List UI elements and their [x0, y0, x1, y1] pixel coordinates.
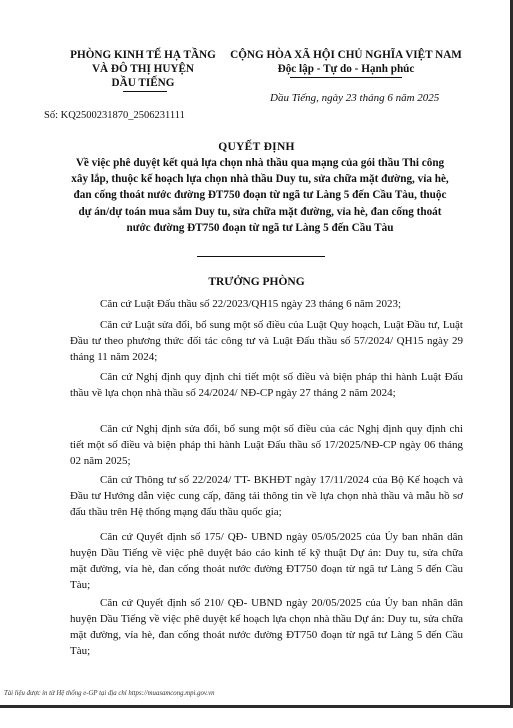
nation-line-1: CỘNG HÒA XÃ HỘI CHỦ NGHĨA VIỆT NAM: [230, 49, 462, 61]
nation-line-2: Độc lập - Tự do - Hạnh phúc: [277, 63, 415, 75]
agency-name: [68, 48, 218, 90]
legal-basis-7: Căn cứ Quyết định số 210/ QĐ- UBND ngày 20/05/2025 của Ủy ban nhân dân huyện Dầu Tiếng về việc phê duyệt kế hoạch lựa chọn nhà thầu Dự án: Duy tu, sửa chữa mặt đường, vỉa hè, đan cống thoát nước đường ĐT750 đoạn từ ngã tư Làng 5 đến Cầu Tàu;: [70, 597, 463, 657]
signer-role: TRƯỞNG PHÒNG: [208, 276, 305, 288]
legal-basis-5: Căn cứ Thông tư số 22/2024/ TT- BKHĐT ngày 17/11/2024 của Bộ Kế hoạch và Đầu tư Hướng dẫn việc cung cấp, đăng tải thông tin về lựa chọn nhà thầu và mẫu hồ sơ đấu thầu trên Hệ thống mạng đấu thầu quốc gia;: [70, 474, 463, 518]
legal-basis-2: Căn cứ Luật sửa đổi, bổ sung một số điều của Luật Quy hoạch, Luật Đầu tư, Luật Đầu tư theo phương thức đối tác công tư và Luật Đấu thầu số 57/2024/ QH15 ngày 29 tháng 11 năm 2024;: [70, 319, 463, 363]
legal-basis-4: Căn cứ Nghị định sửa đổi, bổ sung một số điều của các Nghị định quy định chi tiết một số điều và biện pháp thi hành Luật Đấu thầu số 17/2025/NĐ-CP ngày 06 tháng 02 năm 2025;: [70, 423, 463, 467]
agency-line-1: PHÒNG KINH TẾ HẠ TẦNG: [70, 49, 216, 61]
page-edge-bottom: [0, 705, 513, 708]
document-title: QUYẾT ĐỊNH: [218, 141, 295, 153]
agency-line-2: VÀ ĐÔ THỊ HUYỆN: [91, 63, 195, 75]
place-date: Dầu Tiếng, ngày 23 tháng 6 năm 2025: [270, 92, 440, 104]
print-source-note: Tài liệu được in từ Hệ thống e-GP tại địa chỉ https://muasamcong.mpi.gov.vn: [4, 690, 215, 697]
motto-underline: [290, 77, 402, 78]
subject-underline: [197, 256, 325, 257]
national-motto: [226, 48, 466, 76]
agency-line-3: DẦU TIẾNG: [111, 77, 175, 89]
legal-basis-3: Căn cứ Nghị định quy định chi tiết một số điều và biện pháp thi hành Luật Đấu thầu về lựa chọn nhà thầu số 24/2024/ NĐ-CP ngày 27 tháng 2 năm 2024;: [70, 371, 463, 399]
document-subject: Về việc phê duyệt kết quả lựa chọn nhà thầu qua mạng của gói thầu Thi công xây lắp, thuộc kế hoạch lựa chọn nhà thầu Duy tu, sửa chữa mặt đường, vỉa hè, đan cống thoát nước đường ĐT750 đoạn từ ngã tư Làng 5 đến Cầu Tàu, thuộc dự án/dự toán mua sắm Duy tu, sửa chữa mặt đường, vỉa hè, đan cống thoát nước đường ĐT750 đoạn từ ngã tư Làng 5 đến Cầu Tàu: [71, 157, 449, 234]
agency-underline: [123, 91, 167, 92]
legal-basis-6: Căn cứ Quyết định số 175/ QĐ- UBND ngày 05/05/2025 của Ủy ban nhân dân huyện Dầu Tiếng về việc phê duyệt báo cáo kinh tế kỹ thuật Dự án: Duy tu, sửa chữa mặt đường, vỉa hè, đan cống thoát nước đường ĐT750 đoạn từ ngã tư Làng 5 đến Cầu Tàu;: [70, 531, 463, 591]
document-number: Số: KQ2500231870_2506231111: [44, 110, 185, 121]
legal-basis-1: Căn cứ Luật Đấu thầu số 22/2023/QH15 ngày 23 tháng 6 năm 2023;: [100, 298, 402, 310]
